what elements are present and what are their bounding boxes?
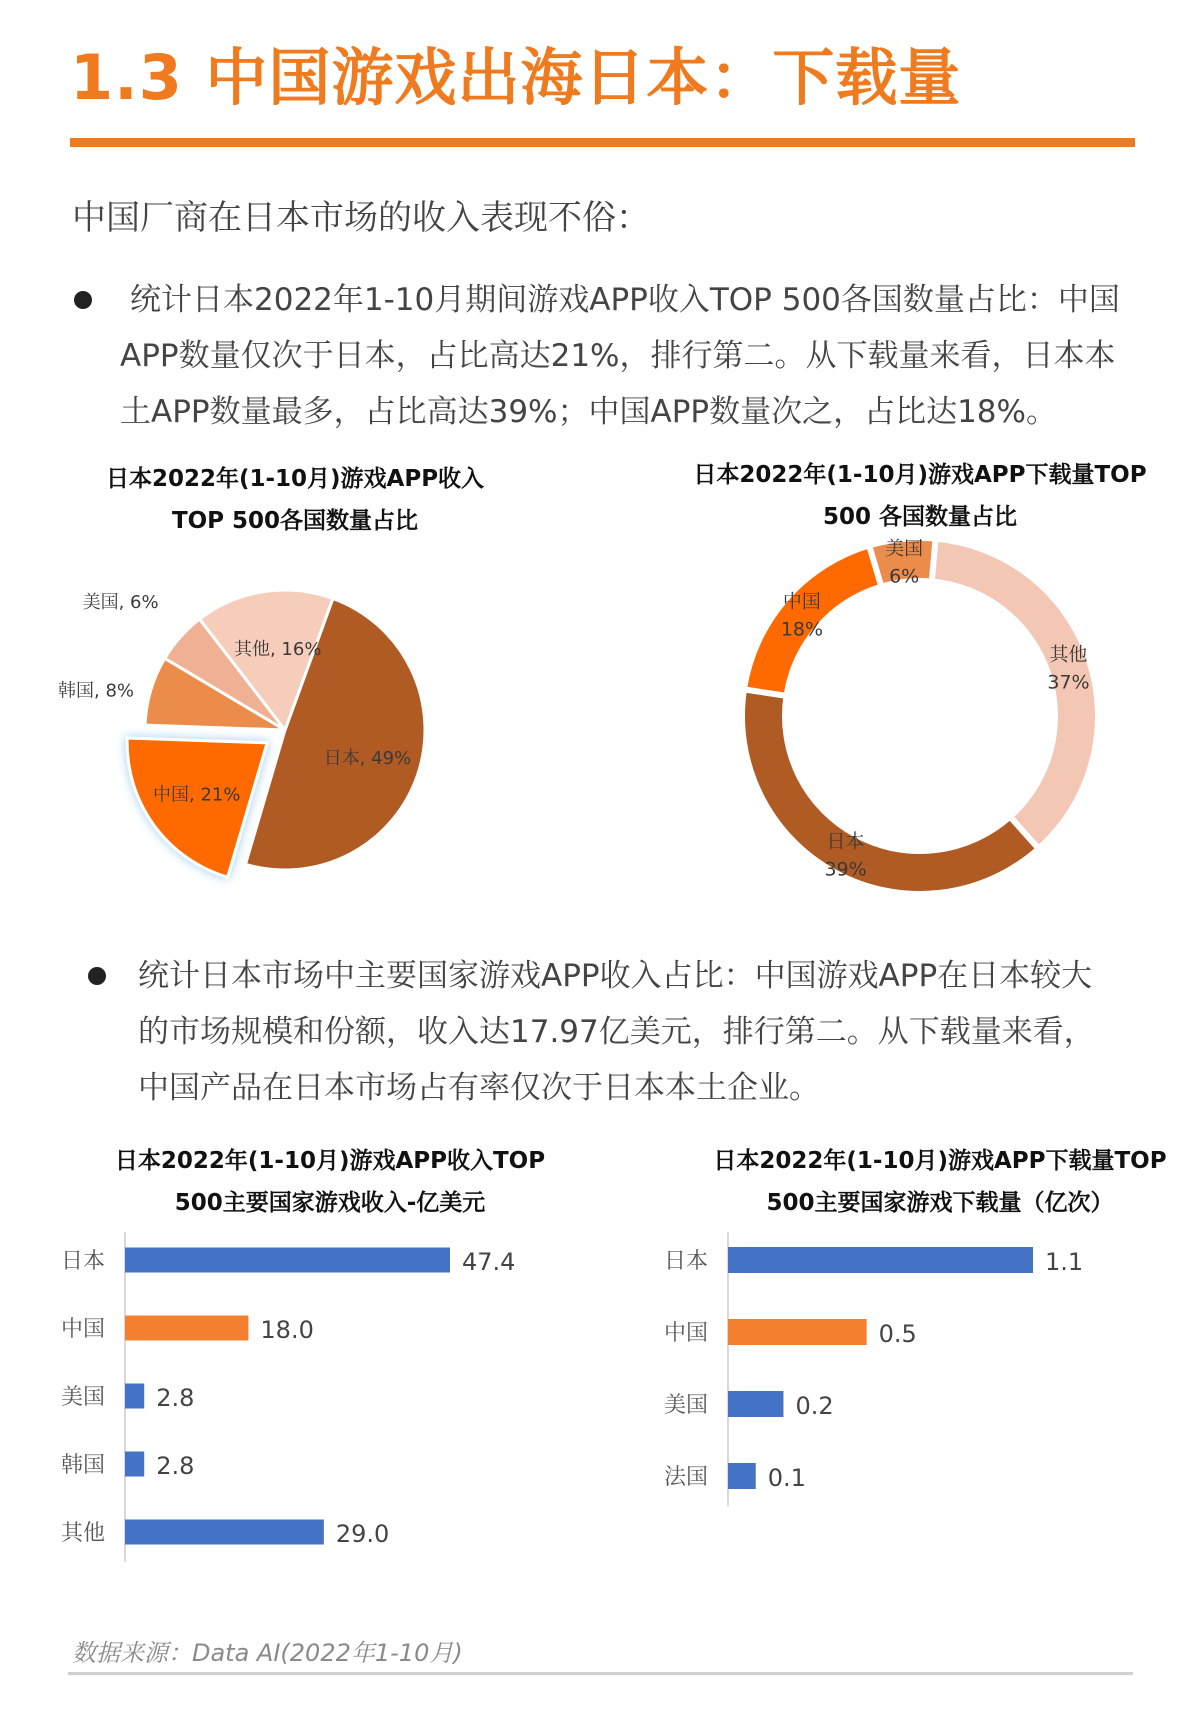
bar-category-label: 美国	[60, 1385, 105, 1410]
donut-percent-其他: 37%	[1047, 671, 1090, 694]
bar-value-label: 2.8	[156, 1384, 195, 1412]
bullet-1-line-2: APP数量仅次于日本，占比高达21%，排行第二。从下载量来看，日本本	[120, 338, 1116, 374]
bar-category-label: 法国	[663, 1465, 708, 1490]
revenue-bar-chart-title	[80, 1140, 580, 1224]
bar-value-label: 18.0	[260, 1316, 314, 1344]
donut-label-其他: 其他	[1049, 643, 1088, 666]
pie-label-美国: 美国, 6%	[82, 592, 159, 614]
revenue-bar-chart-title-line-2: 500主要国家游戏收入-亿美元	[174, 1190, 486, 1216]
pie-chart-title-line-2: TOP 500各国数量占比	[171, 508, 419, 534]
download-bar-chart-title	[690, 1140, 1190, 1224]
bar-category-label: 韩国	[60, 1453, 105, 1478]
intro-text: 中国厂商在日本市场的收入表现不俗：	[72, 198, 650, 238]
pie-label-日本: 日本, 49%	[323, 748, 412, 770]
bar-韩国	[125, 1452, 144, 1477]
bar-value-label: 0.2	[795, 1392, 834, 1420]
bar-中国	[728, 1319, 867, 1345]
bar-美国	[728, 1391, 783, 1417]
bullet-1-line-1: 统计日本2022年1-10月期间游戏APP收入TOP 500各国数量占比：中国	[130, 282, 1120, 318]
bullet-1-line-3: 土APP数量最多，占比高达39%；中国APP数量次之，占比达18%。	[120, 394, 1057, 430]
donut-label-日本: 日本	[826, 830, 865, 853]
pie-label-中国: 中国, 21%	[153, 784, 241, 806]
bar-value-label: 29.0	[335, 1520, 390, 1548]
pie-chart-title-line-1: 日本2022年(1-10月)游戏APP收入	[105, 466, 485, 492]
bar-value-label: 1.1	[1045, 1248, 1084, 1276]
bar-日本	[728, 1247, 1033, 1273]
download-bar-chart	[640, 1218, 1180, 1548]
data-source: 数据来源：Data AI(2022年1-10月)	[72, 1639, 463, 1667]
bar-value-label: 0.1	[767, 1464, 806, 1492]
donut-segment-其他	[932, 539, 1098, 849]
footer-divider	[68, 1672, 1133, 1675]
bar-category-label: 中国	[60, 1317, 105, 1342]
donut-percent-中国: 18%	[780, 618, 824, 641]
download-bar-chart-title-line-1: 日本2022年(1-10月)游戏APP下载量TOP	[713, 1148, 1167, 1174]
bullet-2-line-1: 统计日本市场中主要国家游戏APP收入占比：中国游戏APP在日本较大	[138, 958, 1093, 994]
bullet-dot	[88, 967, 106, 985]
bar-category-label: 日本	[60, 1249, 105, 1274]
revenue-bar-chart-title-line-1: 日本2022年(1-10月)游戏APP收入TOP	[114, 1148, 546, 1174]
bar-日本	[125, 1248, 450, 1273]
bullet-dot	[74, 291, 92, 309]
donut-label-中国: 中国	[782, 590, 821, 613]
donut-chart-title-line-1: 日本2022年(1-10月)游戏APP下载量TOP	[693, 462, 1147, 488]
bullet-2-line-3: 中国产品在日本市场占有率仅次于日本本土企业。	[138, 1070, 820, 1106]
donut-percent-日本: 39%	[824, 858, 867, 881]
download-count-donut-chart	[700, 520, 1140, 900]
bar-法国	[728, 1463, 756, 1489]
revenue-bar-chart	[40, 1218, 600, 1618]
donut-label-美国: 美国	[885, 537, 924, 560]
bar-value-label: 0.5	[878, 1320, 917, 1348]
bar-中国	[125, 1316, 248, 1341]
bar-value-label: 2.8	[156, 1452, 195, 1480]
bar-category-label: 日本	[663, 1249, 708, 1274]
download-bar-chart-title-line-2: 500主要国家游戏下载量（亿次）	[766, 1190, 1114, 1216]
pie-chart-title	[60, 458, 530, 542]
pie-label-其他: 其他, 16%	[233, 639, 322, 661]
pie-label-韩国: 韩国, 8%	[58, 680, 135, 702]
donut-segment-日本	[742, 689, 1039, 894]
donut-percent-美国: 6%	[889, 565, 920, 588]
pie-slice-中国	[127, 738, 267, 877]
title-underline	[70, 138, 1135, 147]
bar-category-label: 其他	[60, 1521, 105, 1546]
bullet-2	[88, 948, 1148, 1118]
bar-category-label: 美国	[663, 1393, 708, 1418]
bar-value-label: 47.4	[462, 1248, 516, 1276]
bar-美国	[125, 1384, 144, 1409]
bar-其他	[125, 1520, 324, 1545]
bar-category-label: 中国	[663, 1321, 708, 1346]
revenue-count-pie-chart	[50, 560, 570, 900]
bullet-2-line-2: 的市场规模和份额，收入达17.97亿美元，排行第二。从下载量来看，	[138, 1014, 1095, 1050]
bullet-1	[74, 272, 1144, 442]
page-title: 1.3 中国游戏出海日本：下载量	[70, 41, 962, 114]
donut-chart-title-line-2: 500 各国数量占比	[822, 504, 1018, 530]
